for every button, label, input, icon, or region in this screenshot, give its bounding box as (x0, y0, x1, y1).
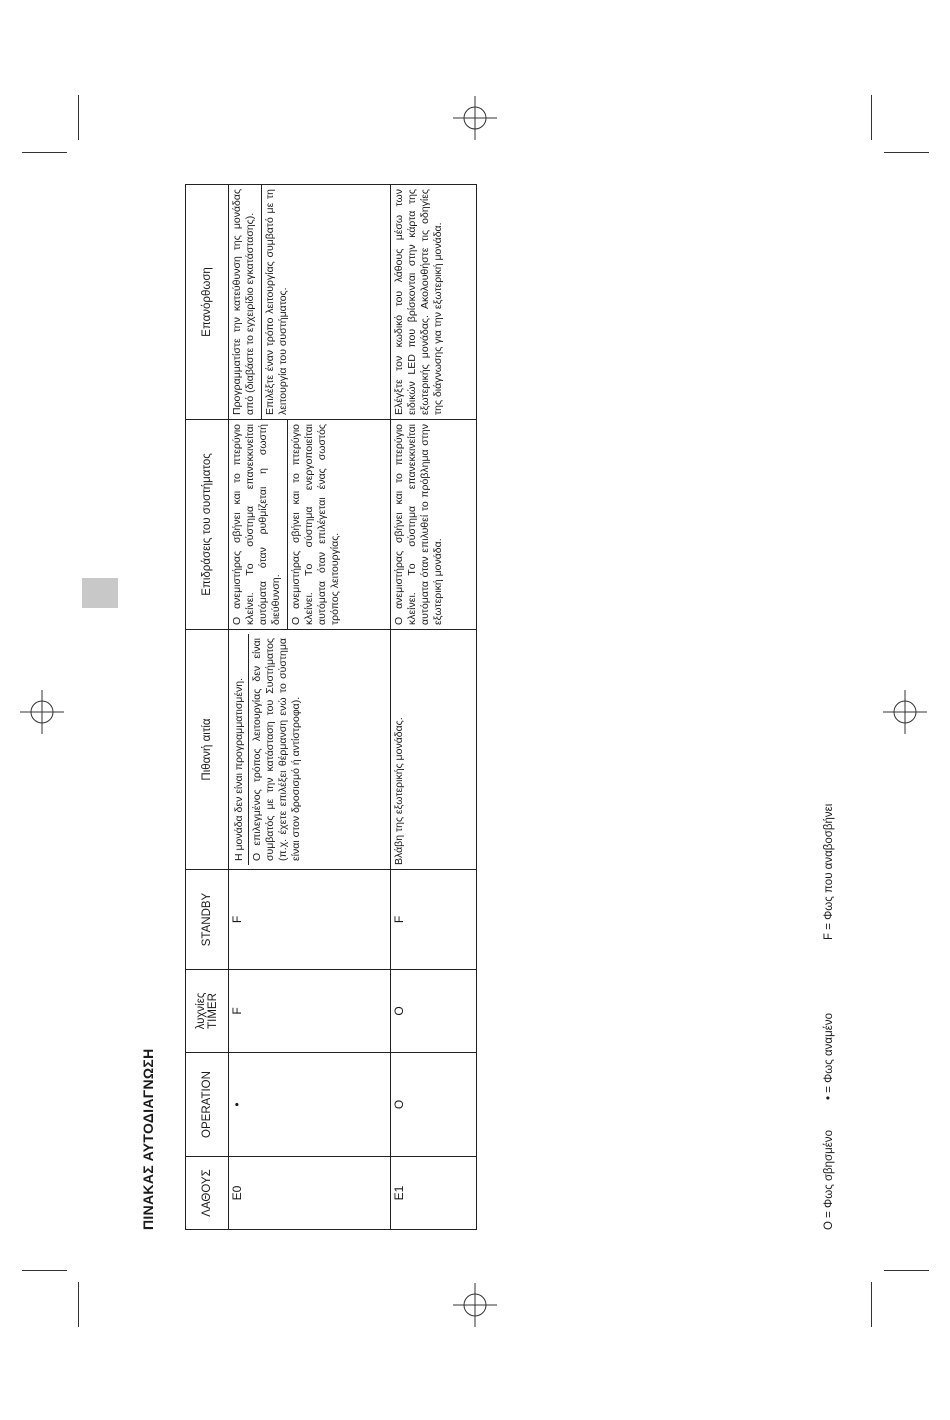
table-row (391, 185, 477, 1230)
header-standby: STANDBY (186, 870, 229, 970)
cause-cell (229, 630, 391, 870)
fix-text: Επιλέξτε έναν τρόπο λειτουργίας συμβατό με τη λειτουργία του συστήματος. (261, 185, 290, 419)
effects-cell (229, 420, 391, 630)
table-row (229, 185, 391, 1230)
fix-cell (229, 185, 391, 420)
header-operation: OPERATION (186, 1053, 229, 1157)
legend-off: O = Φως σβησμένο (823, 1129, 835, 1230)
legend-flash: F = Φως που αναβοσβήνει (823, 803, 835, 940)
registration-mark-icon (453, 96, 497, 140)
crop-mark (871, 95, 872, 140)
crop-mark (22, 1270, 67, 1271)
header-timer-label: TIMER (207, 993, 219, 1029)
header-timer (186, 970, 229, 1053)
registration-mark-icon (883, 690, 927, 734)
crop-mark (78, 1282, 79, 1327)
cause-text: Bλάβη της εξωτερικής μονάδας. (391, 630, 477, 870)
crop-mark (78, 95, 79, 140)
timer-led: O (391, 970, 477, 1053)
effect-text: O ανεμιστήρας σβήνει και το πτερύγιο κλείνει. Tο σύστημα επανεκκινείται αυτόματα όταν επιλυθεί το πρόβλημα στην εξωτερική μονάδα. (391, 420, 477, 630)
registration-mark-icon (453, 1283, 497, 1327)
header-timer-top: λυχνίες (195, 992, 207, 1030)
diagnosis-table (185, 184, 477, 1230)
cause-text: O επιλεγμένος τρόπος λειτουργίας δεν είναι συμβατός με την κατάσταση του Συστήματος (π.χ. έχετε επιλέξει θέρμανση ενώ το σύστημα είναι στον δροσισμό ή αντίστροφα). (251, 638, 302, 861)
registration-mark-icon (20, 690, 64, 734)
fix-text: Προγραμματίστε την κατεύθυνση της μονάδας από (διαβάστε το εγχειρίδιο εγκατάστασης). (231, 189, 256, 415)
header-effects: Επιδράσεις του συστήματος (186, 420, 229, 630)
header-error: ΛΑΘΟΥΣ (186, 1157, 229, 1230)
effect-text: O ανεμιστήρας σβήνει και το πτερύγιο κλείνει. Tο σύστημα επανεκκινείται αυτόματα όταν ρυθμίζεται η σωστή διεύθυνση. (231, 424, 282, 625)
table-header-row (186, 185, 229, 1230)
error-code: E1 (391, 1157, 477, 1230)
cause-text: Η μονάδα δεν είναι προγραμματισμένη. (231, 634, 249, 865)
standby-led: F (229, 870, 391, 970)
header-cause: Πιθανή αιτία (186, 630, 229, 870)
timer-led: F (229, 970, 391, 1053)
header-fix: Επανόρθωση (186, 185, 229, 420)
operation-led: O (391, 1053, 477, 1157)
section-tab (82, 578, 118, 608)
crop-mark (884, 152, 929, 153)
operation-led: • (229, 1053, 391, 1157)
rotated-page (140, 180, 860, 1240)
standby-led: F (391, 870, 477, 970)
crop-mark (22, 152, 67, 153)
crop-mark (871, 1282, 872, 1327)
effect-text: O ανεμιστήρας σβήνει και το πτερύγιο κλείνει. Tο σύστημα ενεργοποιείται αυτόματα όταν επιλέγεται ένας σωστός τρόπος λειτουργίας. (287, 420, 342, 629)
fix-text: Eλέγξτε τον κωδικό του λάθους μέσω των ειδικών LED που βρίσκονται στην κάρτα της εξωτερικής μονάδας. Aκολουθήστε τις οδηγίες της διάγνωσης για την εξωτερική μονάδα. (391, 185, 477, 420)
legend-on: • = Φως αναμένο (823, 1013, 835, 1100)
page-title: ΠΙΝΑΚΑΣ ΑΥΤΟΔΙΑΓΝΩΣΗ (140, 1048, 156, 1230)
crop-mark (884, 1270, 929, 1271)
error-code: E0 (229, 1157, 391, 1230)
